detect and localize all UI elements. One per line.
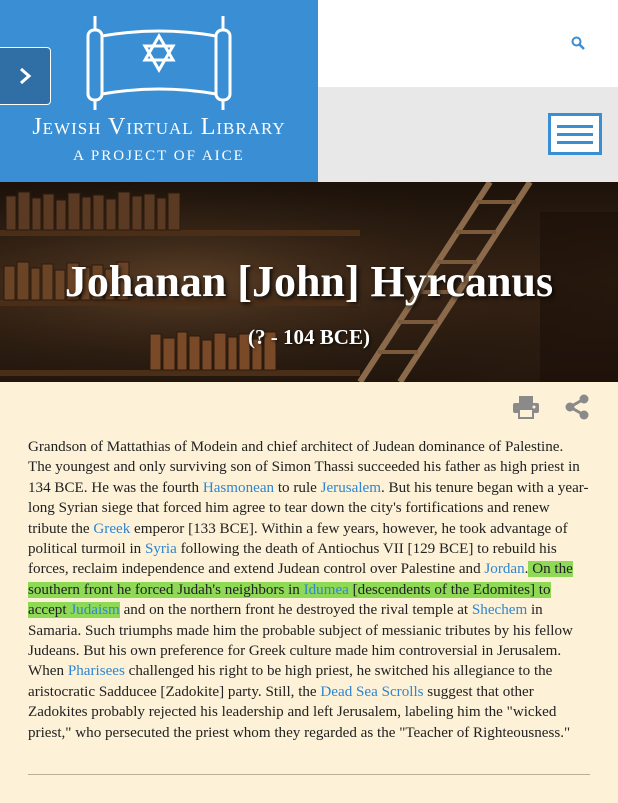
article-text: suggest that other Zadokites probably rejected his leadership and left Jerusalem, labeling him the "wicked priest," who persecuted the priest whom they regarded as the "Teacher of Righteousness." <box>28 683 571 741</box>
link-jordan[interactable]: Jordan <box>484 561 525 578</box>
logo-subtitle: A PROJECT OF AICE <box>73 148 245 164</box>
side-panel-toggle-button[interactable] <box>0 47 51 105</box>
link-idumea[interactable]: Idumea <box>303 581 349 598</box>
chevron-right-icon <box>18 66 32 86</box>
link-shechem[interactable]: Shechem <box>471 602 528 619</box>
hamburger-menu-icon-bar <box>557 125 593 128</box>
link-judaism[interactable]: Judaism <box>70 602 120 619</box>
hero-banner <box>0 182 618 382</box>
print-icon <box>512 395 540 419</box>
article-text: [descendents of the Edomites] to accept <box>28 581 551 619</box>
divider <box>28 774 590 775</box>
share-icon <box>564 394 590 420</box>
page-title: Johanan [John] Hyrcanus <box>64 257 554 306</box>
article-text: and on the northern front he destroyed the rival temple at <box>119 602 472 619</box>
article-text: to rule <box>274 479 321 496</box>
article-text: . But his tenure began with a year-long Syrian siege that forced him agree to tear down the city's fortifications and renew tribute the <box>28 479 589 537</box>
article-text: emperor [133 BCE]. Within a few years, however, he took advantage of political turmoil in <box>28 520 568 558</box>
link-pharisees[interactable]: Pharisees <box>67 663 125 680</box>
torah-scroll-logo-icon <box>84 12 234 112</box>
page-subtitle-dates: (? - 104 BCE) <box>248 325 370 349</box>
share-button[interactable] <box>564 394 590 420</box>
hamburger-menu-icon-bar <box>557 133 593 136</box>
link-jerusalem[interactable]: Jerusalem <box>320 479 381 496</box>
link-greek[interactable]: Greek <box>93 520 131 537</box>
article-text: On the southern front he forced Judah's neighbors in <box>28 561 573 598</box>
article-text: challenged his right to be high priest, he switched his allegiance to the aristocratic Sadducee [Zadokite] party. Still, the <box>28 663 553 700</box>
menu-button[interactable] <box>548 113 602 155</box>
search-icon <box>571 36 585 50</box>
article-text: Grandson of Mattathias of Modein and chief architect of Judean dominance of Palestine. The youngest and only surviving son of Simon Thassi succeeded his father as high priest in 134 BCE. He was the fourth <box>28 439 580 496</box>
link-syria[interactable]: Syria <box>144 541 177 558</box>
article-text: . <box>524 561 529 578</box>
search-button[interactable] <box>566 34 590 52</box>
link-hasmonean[interactable]: Hasmonean <box>202 479 275 496</box>
logo-title: Jewish Virtual Library <box>32 114 286 140</box>
site-header <box>0 0 618 182</box>
article-text: in Samaria. Such triumphs made him the probable subject of messianic tributes by his fellow Judeans. But his own preference for Greek culture made him controversial in Jerusalem. When <box>28 602 573 680</box>
article-body <box>28 437 590 743</box>
hamburger-menu-icon-bar <box>557 141 593 144</box>
article-text: following the death of Antiochus VII [129 BCE] to rebuild his forces, reclaim independence and extend Judean control over Palestine and <box>28 541 557 578</box>
link-dead-sea-scrolls[interactable]: Dead Sea Scrolls <box>320 683 424 700</box>
print-button[interactable] <box>512 395 540 419</box>
